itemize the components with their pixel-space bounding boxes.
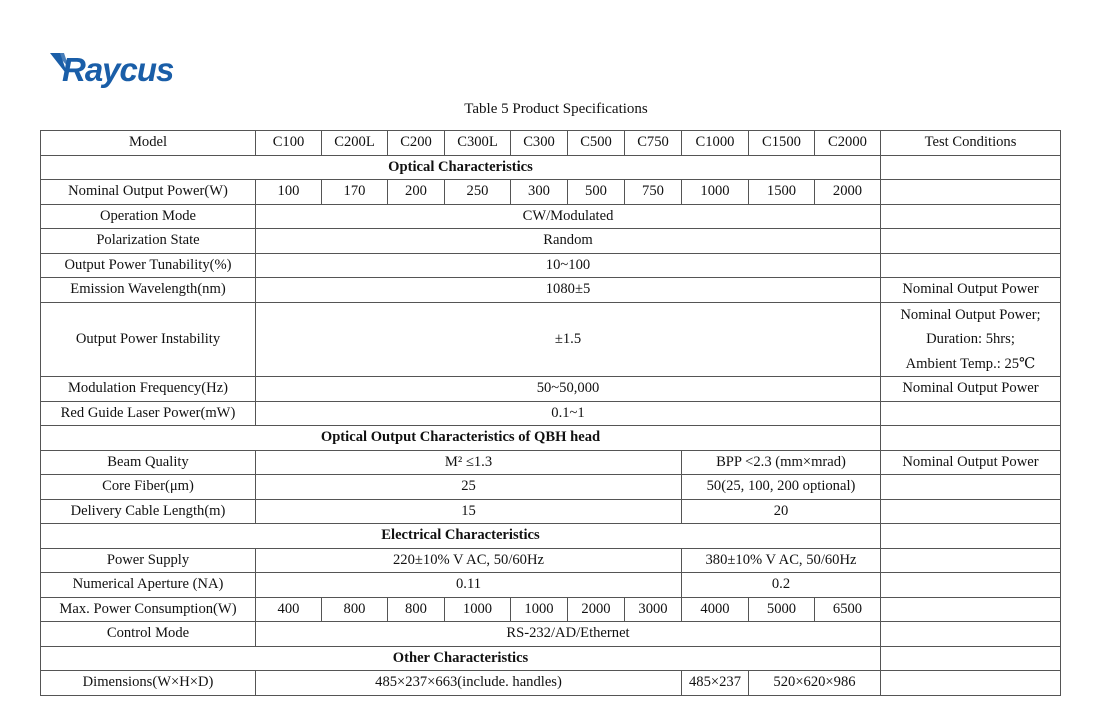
section-row-qbh <box>41 426 1061 451</box>
model-cell: C1500 <box>749 131 815 156</box>
row-label: Polarization State <box>41 229 256 254</box>
condition-cell <box>881 646 1061 671</box>
value-cell: 1000 <box>511 597 568 622</box>
section-row-other <box>41 646 1061 671</box>
value-cell: 5000 <box>749 597 815 622</box>
value-cell: 750 <box>625 180 682 205</box>
value-cell: 220±10% V AC, 50/60Hz <box>256 548 682 573</box>
model-cell: C100 <box>256 131 322 156</box>
section-title: Optical Characteristics <box>41 155 881 180</box>
value-cell: 380±10% V AC, 50/60Hz <box>682 548 881 573</box>
model-cell: C1000 <box>682 131 749 156</box>
condition-line: Ambient Temp.: 25℃ <box>905 355 1036 372</box>
value-cell: ±1.5 <box>256 302 881 377</box>
row-label: Output Power Instability <box>41 302 256 377</box>
value-cell: 485×237×663(include. handles) <box>256 671 682 696</box>
value-cell: 1080±5 <box>256 278 881 303</box>
row-output-power-tunability <box>41 253 1061 278</box>
value-cell: 0.2 <box>682 573 881 598</box>
value-cell: 2000 <box>568 597 625 622</box>
value-cell: 3000 <box>625 597 682 622</box>
value-cell: 25 <box>256 475 682 500</box>
row-operation-mode <box>41 204 1061 229</box>
row-max-power-consumption <box>41 597 1061 622</box>
condition-cell <box>881 499 1061 524</box>
condition-line: Duration: 5hrs; <box>926 331 1015 347</box>
value-cell: 15 <box>256 499 682 524</box>
model-cell: C2000 <box>815 131 881 156</box>
row-label: Beam Quality <box>41 450 256 475</box>
value-cell: 800 <box>388 597 445 622</box>
row-modulation-frequency <box>41 377 1061 402</box>
condition-cell <box>881 671 1061 696</box>
condition-cell <box>881 573 1061 598</box>
section-title: Optical Output Characteristics of QBH head <box>41 426 881 451</box>
row-core-fiber <box>41 475 1061 500</box>
condition-cell <box>881 622 1061 647</box>
value-cell: CW/Modulated <box>256 204 881 229</box>
value-cell: 1000 <box>682 180 749 205</box>
value-cell: 1000 <box>445 597 511 622</box>
value-cell: 50~50,000 <box>256 377 881 402</box>
row-label: Dimensions(W×H×D) <box>41 671 256 696</box>
condition-cell: Nominal Output Power <box>881 450 1061 475</box>
model-cell: C300 <box>511 131 568 156</box>
raycus-logo-graphic <box>50 50 210 90</box>
condition-cell <box>881 302 1061 377</box>
condition-cell <box>881 597 1061 622</box>
condition-line: Nominal Output Power; <box>900 306 1041 323</box>
condition-cell <box>881 426 1061 451</box>
row-red-guide-laser-power <box>41 401 1061 426</box>
condition-cell <box>881 155 1061 180</box>
value-cell: 100 <box>256 180 322 205</box>
value-cell: 300 <box>511 180 568 205</box>
row-emission-wavelength <box>41 278 1061 303</box>
value-cell: 20 <box>682 499 881 524</box>
value-cell: 400 <box>256 597 322 622</box>
condition-cell: Nominal Output Power <box>881 377 1061 402</box>
condition-cell <box>881 180 1061 205</box>
condition-cell <box>881 524 1061 549</box>
value-cell: 250 <box>445 180 511 205</box>
section-title: Electrical Characteristics <box>41 524 881 549</box>
condition-cell <box>881 253 1061 278</box>
row-label: Core Fiber(μm) <box>41 475 256 500</box>
model-cell: C200 <box>388 131 445 156</box>
value-cell: 500 <box>568 180 625 205</box>
value-cell: 485×237 <box>682 671 749 696</box>
condition-cell <box>881 401 1061 426</box>
section-row-electrical <box>41 524 1061 549</box>
row-beam-quality <box>41 450 1061 475</box>
value-cell: 520×620×986 <box>749 671 881 696</box>
row-label: Power Supply <box>41 548 256 573</box>
value-cell: BPP <2.3 (mm×mrad) <box>682 450 881 475</box>
condition-cell <box>881 475 1061 500</box>
row-label: Emission Wavelength(nm) <box>41 278 256 303</box>
table-header-row <box>41 131 1061 156</box>
condition-cell <box>881 229 1061 254</box>
value-cell: 6500 <box>815 597 881 622</box>
section-title: Other Characteristics <box>41 646 881 671</box>
row-numerical-aperture <box>41 573 1061 598</box>
value-cell: 0.11 <box>256 573 682 598</box>
model-cell: C500 <box>568 131 625 156</box>
row-nominal-output-power <box>41 180 1061 205</box>
model-cell: C300L <box>445 131 511 156</box>
logo-wordmark: Raycus <box>62 51 174 88</box>
model-cell: C750 <box>625 131 682 156</box>
row-label: Control Mode <box>41 622 256 647</box>
row-dimensions <box>41 671 1061 696</box>
row-label: Delivery Cable Length(m) <box>41 499 256 524</box>
raycus-logo <box>50 50 210 90</box>
row-label: Operation Mode <box>41 204 256 229</box>
value-cell: 170 <box>322 180 388 205</box>
condition-cell <box>881 204 1061 229</box>
value-cell: M² ≤1.3 <box>256 450 682 475</box>
table-caption: Table 5 Product Specifications <box>464 101 648 117</box>
value-cell: RS-232/AD/Ethernet <box>256 622 881 647</box>
row-label: Numerical Aperture (NA) <box>41 573 256 598</box>
value-cell: 1500 <box>749 180 815 205</box>
value-cell: 800 <box>322 597 388 622</box>
value-cell: 50(25, 100, 200 optional) <box>682 475 881 500</box>
row-label: Red Guide Laser Power(mW) <box>41 401 256 426</box>
value-cell: 10~100 <box>256 253 881 278</box>
condition-cell <box>881 548 1061 573</box>
row-polarization-state <box>41 229 1061 254</box>
row-delivery-cable-length <box>41 499 1061 524</box>
row-label: Modulation Frequency(Hz) <box>41 377 256 402</box>
row-power-supply <box>41 548 1061 573</box>
row-output-power-instability <box>41 302 1061 377</box>
section-row-optical <box>41 155 1061 180</box>
value-cell: 4000 <box>682 597 749 622</box>
row-label: Output Power Tunability(%) <box>41 253 256 278</box>
value-cell: 0.1~1 <box>256 401 881 426</box>
model-cell: C200L <box>322 131 388 156</box>
value-cell: 200 <box>388 180 445 205</box>
row-label: Max. Power Consumption(W) <box>41 597 256 622</box>
value-cell: Random <box>256 229 881 254</box>
row-control-mode <box>41 622 1061 647</box>
test-conditions-header: Test Conditions <box>881 131 1061 156</box>
condition-cell: Nominal Output Power <box>881 278 1061 303</box>
value-cell: 2000 <box>815 180 881 205</box>
model-header: Model <box>41 131 256 156</box>
row-label: Nominal Output Power(W) <box>41 180 256 205</box>
product-spec-table <box>40 130 1061 696</box>
